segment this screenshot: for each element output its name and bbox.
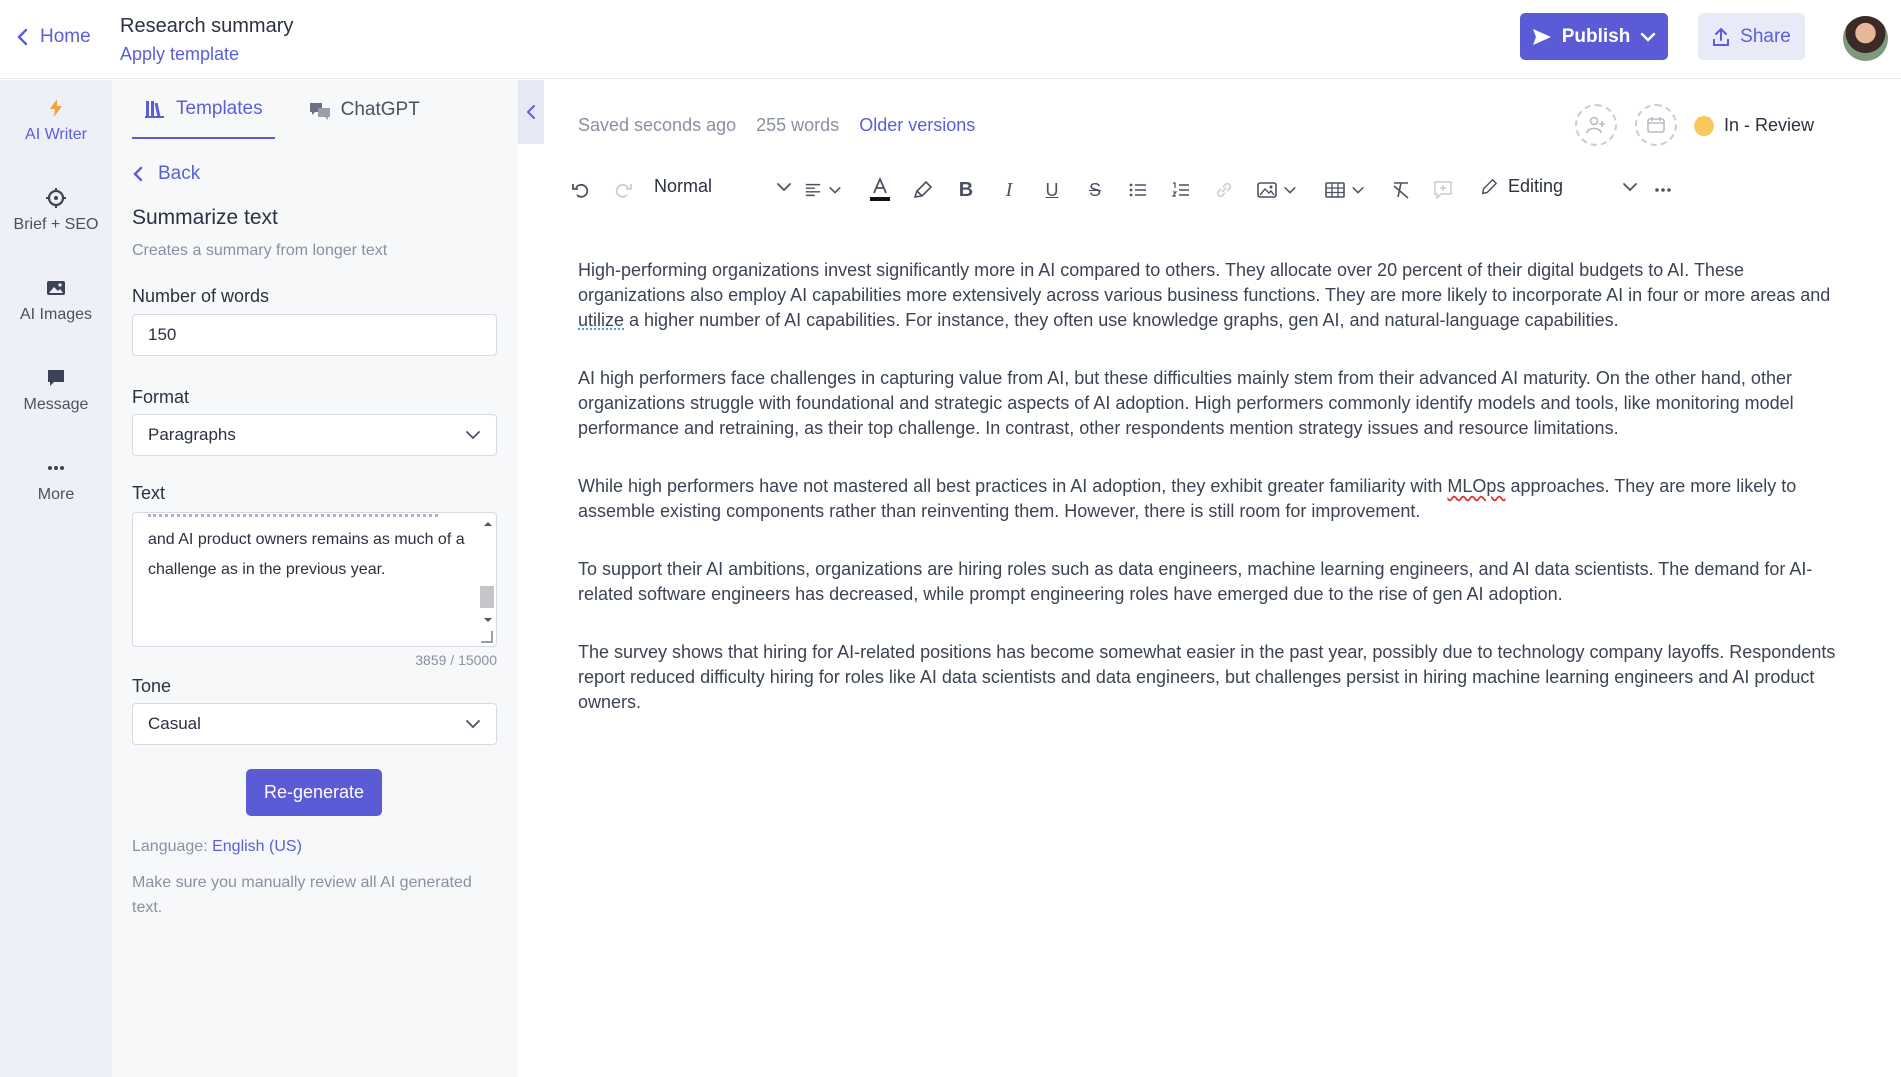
tab-label: ChatGPT: [340, 98, 420, 120]
tone-label: Tone: [132, 676, 172, 696]
rail-item-more[interactable]: [0, 458, 112, 528]
chevron-down-icon: [1351, 185, 1365, 195]
status-dot: [1694, 116, 1714, 136]
schedule-button[interactable]: [1635, 104, 1677, 146]
comment-add-icon: [1433, 180, 1453, 200]
comment-button[interactable]: [1430, 174, 1456, 206]
templates-panel: [112, 80, 518, 1077]
upload-icon: [1712, 27, 1730, 47]
insert-image-button[interactable]: [1254, 174, 1300, 206]
rail-label: More: [37, 486, 75, 503]
link-icon: [1214, 180, 1234, 200]
tab-templates[interactable]: [132, 80, 275, 139]
text-color-button[interactable]: [866, 174, 894, 206]
add-user-icon: [1586, 116, 1606, 134]
tab-chatgpt[interactable]: [297, 80, 432, 139]
review-note: Make sure you manually review all AI generated text.: [132, 874, 472, 916]
text-label: Text: [132, 483, 166, 503]
bullet-list-icon: [1128, 180, 1148, 200]
scroll-down-icon: [480, 615, 496, 625]
clear-format-icon: [1391, 180, 1411, 200]
send-icon: [1532, 28, 1552, 46]
underline-button[interactable]: [1039, 174, 1065, 206]
chevron-left-icon: [16, 28, 30, 46]
table-icon: [1325, 180, 1345, 200]
numbered-list-button[interactable]: [1168, 174, 1194, 206]
text-run: a higher number of AI capabilities. For instance, they often use knowledge graphs, gen AI, and natural-language capabilities.: [624, 310, 1619, 330]
underline-icon: U: [1045, 179, 1059, 200]
status-label: In - Review: [1724, 115, 1815, 135]
regenerate-button[interactable]: Re-generate: [246, 769, 382, 816]
rail-item-message[interactable]: [0, 368, 112, 438]
undo-icon: [571, 180, 591, 200]
strikethrough-button[interactable]: [1082, 174, 1108, 206]
more-options-button[interactable]: [1650, 174, 1676, 206]
paragraph: The survey shows that hiring for AI-related positions has become somewhat easier in the past year, possibly due to technology company layoffs. Respondents report reduced difficulty hiring for roles like AI data scientists and data engineers, but challenges persist in hiring machine learning engineers and AI product owners.: [578, 642, 1836, 712]
chevron-down-icon: [465, 430, 481, 440]
apply-template-link[interactable]: Apply template: [120, 44, 240, 64]
collapse-panel-button[interactable]: [518, 80, 544, 144]
format-label: Format: [132, 387, 190, 407]
highlighter-icon: [913, 180, 933, 200]
template-subtitle: Creates a summary from longer text: [132, 242, 388, 259]
redo-button[interactable]: [610, 174, 636, 206]
text-run: While high performers have not mastered all best practices in AI adoption, they exhibit greater familiarity with: [578, 476, 1448, 496]
chevron-left-icon: [132, 165, 144, 183]
more-icon: [46, 458, 66, 478]
language-link[interactable]: English (US): [212, 838, 302, 855]
spelling-error-word[interactable]: MLOps: [1447, 476, 1506, 496]
chevron-down-icon: [1283, 185, 1297, 195]
more-icon: [1653, 180, 1673, 200]
scroll-up-icon: [480, 519, 496, 529]
clipped-text-line: [148, 512, 438, 517]
words-value: 150: [148, 325, 177, 344]
paragraph: [578, 474, 1838, 524]
resize-handle[interactable]: [481, 631, 493, 643]
chevron-down-icon: [465, 719, 481, 729]
chevron-down-icon: [1640, 32, 1656, 42]
align-left-icon: [804, 180, 822, 200]
older-versions-link[interactable]: Older versions: [859, 115, 976, 135]
bold-icon: B: [958, 178, 974, 201]
chevron-down-icon: [1622, 182, 1638, 192]
language-line: [132, 838, 302, 856]
editing-mode-select[interactable]: [1480, 176, 1638, 197]
document-body[interactable]: [578, 258, 1838, 748]
document-meta: [578, 115, 975, 136]
saved-status: Saved seconds ago: [578, 115, 737, 135]
format-value: Paragraphs: [148, 425, 236, 444]
message-icon: [46, 368, 66, 388]
italic-button[interactable]: [996, 174, 1022, 206]
paragraph: [578, 258, 1838, 333]
scrollbar-thumb[interactable]: [480, 586, 494, 608]
share-button[interactable]: [1698, 13, 1805, 60]
rail-label: AI Writer: [25, 126, 87, 143]
bullet-list-button[interactable]: [1125, 174, 1151, 206]
publish-label: Publish: [1561, 25, 1631, 47]
align-button[interactable]: [800, 174, 846, 206]
home-link[interactable]: [16, 26, 91, 48]
top-header: [0, 0, 1901, 79]
image-icon: [1257, 180, 1277, 200]
rail-item-brief-seo[interactable]: [0, 188, 112, 258]
publish-button[interactable]: [1520, 13, 1668, 60]
target-icon: [46, 188, 66, 208]
format-select[interactable]: [132, 414, 497, 456]
rail-item-ai-writer[interactable]: [0, 98, 112, 168]
source-text: and AI product owners remains as much of a challenge as in the previous year.: [148, 531, 465, 578]
redo-icon: [613, 180, 633, 200]
left-rail: [0, 80, 112, 1077]
editor-toolbar: [560, 170, 1670, 210]
rail-label: Brief + SEO: [13, 216, 99, 233]
text-color-icon: [870, 176, 890, 204]
paragraph-style-select[interactable]: [654, 176, 792, 197]
panel-tabs: [132, 80, 432, 140]
share-label: Share: [1740, 25, 1791, 47]
assign-user-button[interactable]: [1575, 104, 1617, 146]
back-link[interactable]: [132, 163, 200, 185]
workflow-status[interactable]: [1694, 115, 1814, 136]
tab-label: Templates: [176, 97, 263, 119]
textarea-scrollbar[interactable]: [478, 517, 494, 627]
insert-table-button[interactable]: [1322, 174, 1368, 206]
clear-formatting-button[interactable]: [1388, 174, 1414, 206]
highlight-button[interactable]: [910, 174, 936, 206]
link-button[interactable]: [1211, 174, 1237, 206]
back-label: Back: [158, 163, 201, 184]
strikethrough-icon: S: [1088, 179, 1101, 200]
numbered-list-icon: [1171, 180, 1191, 200]
chevron-down-icon: [828, 185, 842, 195]
template-title: Summarize text: [132, 206, 278, 229]
text-run: High-performing organizations invest significantly more in AI compared to others. They allocate over 20 percent of their digital budgets to AI. These organizations also employ AI capabilities more extensively across various business functions. They are more likely to incorporate AI in four or more areas and: [578, 260, 1831, 305]
tone-select[interactable]: [132, 703, 497, 745]
pencil-icon: [1480, 178, 1498, 196]
rail-label: AI Images: [19, 306, 93, 323]
italic-icon: I: [1005, 178, 1013, 201]
rail-item-ai-images[interactable]: [0, 278, 112, 348]
lightning-icon: [46, 98, 66, 118]
tone-value: Casual: [148, 714, 201, 733]
word-count: 255 words: [756, 115, 840, 135]
chevron-down-icon: [776, 182, 792, 192]
home-label: Home: [40, 26, 91, 47]
number-of-words-input[interactable]: [132, 314, 497, 356]
image-icon: [46, 278, 66, 298]
library-icon: [144, 99, 166, 119]
words-label: Number of words: [132, 286, 270, 306]
document-title[interactable]: Research summary: [120, 15, 294, 37]
paragraph: AI high performers face challenges in capturing value from AI, but these difficulties mainly stem from their advanced AI maturity. On the other hand, other organizations struggle with foundational and strategic aspects of AI adoption. High performers commonly identify models and tools, like monitoring model performance and retraining, as their top challenge. In contrast, other respondents mention strategy issues and resource limitations.: [578, 368, 1794, 438]
rail-label: Message: [23, 396, 89, 413]
bold-button[interactable]: [953, 174, 979, 206]
calendar-icon: [1646, 116, 1666, 134]
source-text-area[interactable]: [132, 512, 497, 647]
undo-button[interactable]: [568, 174, 594, 206]
chevron-left-icon: [526, 104, 536, 120]
mode-value: Editing: [1508, 176, 1564, 196]
suggestion-word[interactable]: utilize: [578, 310, 625, 330]
paragraph: To support their AI ambitions, organizations are hiring roles such as data engineers, machine learning engineers, and AI data scientists. The demand for AI-related software engineers has decreased, while prompt engineering roles have emerged due to the rise of gen AI adoption.: [578, 559, 1813, 604]
style-value: Normal: [654, 176, 713, 196]
character-counter: 3859 / 15000: [415, 652, 497, 668]
text-run: approaches. They are more likely to assemble existing components rather than reinventing them. However, there is still room for improvement.: [578, 476, 1797, 521]
user-avatar[interactable]: [1843, 16, 1888, 61]
language-prefix: Language:: [132, 838, 208, 855]
chat-bubbles-icon: [309, 100, 331, 120]
